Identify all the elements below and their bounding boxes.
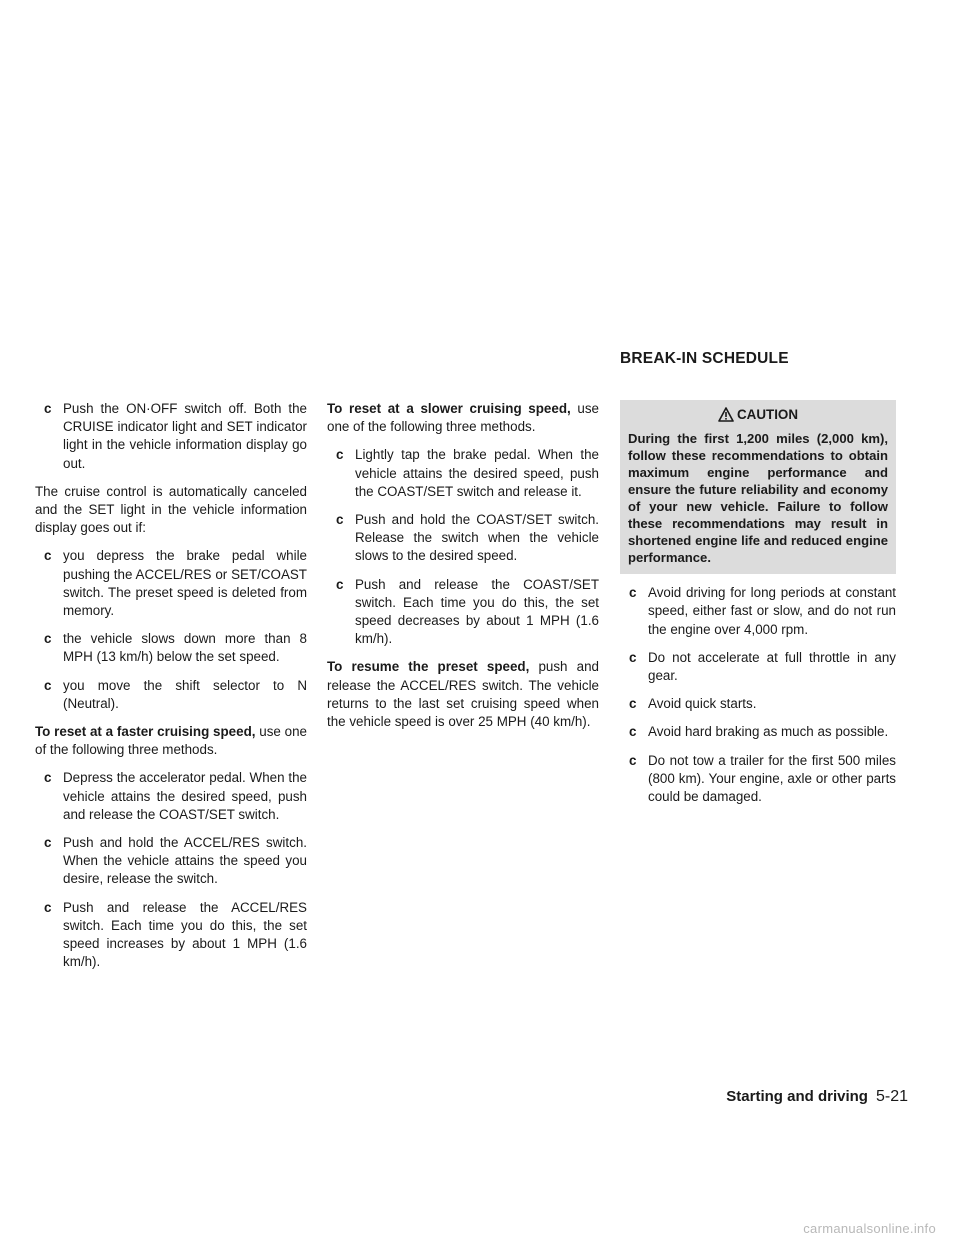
list-item: c Do not tow a trailer for the first 500 miles (800 km). Your engine, axle or other parts could be damaged. [629, 752, 896, 805]
paragraph: To reset at a slower cruising speed, use one of the following three methods. [327, 401, 600, 435]
caution-box [620, 400, 896, 574]
bullet-icon: c [44, 401, 52, 416]
list-item: c Push the ON·OFF switch off. Both the CRUISE indicator light and SET indicator light in the vehicle information display go out. [44, 401, 307, 471]
list-item: c Push and release the COAST/SET switch. Each time you do this, the set speed decreases by about 1 MPH (1.6 km/h). [336, 576, 599, 647]
list-item: c the vehicle slows down more than 8 MPH (13 km/h) below the set speed. [44, 631, 307, 665]
section-title: BREAK-IN SCHEDULE [620, 350, 789, 367]
list-item: c Push and hold the ACCEL/RES switch. When the vehicle attains the speed you desire, release the switch. [44, 835, 307, 887]
list-item: c Avoid hard braking as much as possible. [620, 723, 896, 741]
footer-section: Starting and driving [726, 1088, 868, 1105]
bullet-icon: c [44, 548, 52, 564]
paragraph-lead: To resume the preset speed, [327, 659, 530, 675]
warning-icon [718, 407, 734, 422]
list-item: c Push and release the ACCEL/RES switch. Each time you do this, the set speed increases by about 1 MPH (1.6 km/h). [44, 899, 307, 970]
paragraph: The cruise control is automatically canceled and the SET light in the vehicle information display goes out if: [35, 483, 307, 536]
column-right [620, 400, 896, 816]
column-left [35, 400, 307, 981]
list-item: c Depress the accelerator pedal. When the vehicle attains the desired speed, push and release the COAST/SET switch. [44, 770, 307, 822]
list-item: c Push and hold the COAST/SET switch. Release the switch when the vehicle slows to the desired speed. [336, 512, 599, 564]
list-item: c Avoid driving for long periods at constant speed, either fast or slow, and do not run the engine over 4,000 rpm. [629, 585, 896, 637]
bullet-icon: c [336, 512, 344, 528]
list-item: c you depress the brake pedal while pushing the ACCEL/RES or SET/COAST switch. The preset speed is deleted from memory. [44, 548, 307, 619]
caution-header [628, 406, 888, 424]
bullet-icon: c [44, 677, 52, 693]
bullet-icon: c [629, 585, 637, 601]
caution-text: During the first 1,200 miles (2,000 km), follow these recommendations to obtain maximum engine performance and ensure the future reliability and economy of your new vehicle. Failure to follow these recommendations may result in shortened engine life and reduced engine performance. [628, 431, 888, 566]
list-item: c Lightly tap the brake pedal. When the vehicle attains the desired speed, push the COAST/SET switch and release it. [336, 447, 599, 499]
list-item: c you move the shift selector to N (Neutral). [44, 677, 307, 711]
bullet-icon: c [336, 447, 344, 463]
caution-label: CAUTION [737, 407, 798, 422]
column-middle [327, 400, 599, 741]
paragraph-lead: To reset at a faster cruising speed, [35, 724, 256, 740]
bullet-icon: c [629, 724, 637, 740]
bullet-icon: c [44, 770, 52, 786]
list-item: c Do not accelerate at full throttle in any gear. [629, 649, 896, 684]
list-item: c Avoid quick starts. [620, 695, 896, 713]
bullet-icon: c [629, 696, 637, 712]
bullet-icon: c [44, 835, 52, 851]
bullet-icon: c [336, 576, 344, 592]
paragraph: To reset at a faster cruising speed, use one of the following three methods. [35, 724, 308, 758]
watermark: carmanualsonline.info [803, 1221, 936, 1236]
page-footer [726, 1088, 908, 1106]
page-number: 5-21 [875, 1088, 908, 1105]
bullet-icon: c [629, 752, 637, 768]
bullet-icon: c [44, 631, 52, 647]
paragraph: To resume the preset speed, push and release the ACCEL/RES switch. The vehicle returns to the last set cruising speed when the vehicle speed is over 25 MPH (40 km/h). [327, 659, 599, 730]
bullet-icon: c [629, 649, 637, 665]
paragraph-lead: To reset at a slower cruising speed, [327, 401, 571, 416]
bullet-icon: c [44, 899, 52, 915]
